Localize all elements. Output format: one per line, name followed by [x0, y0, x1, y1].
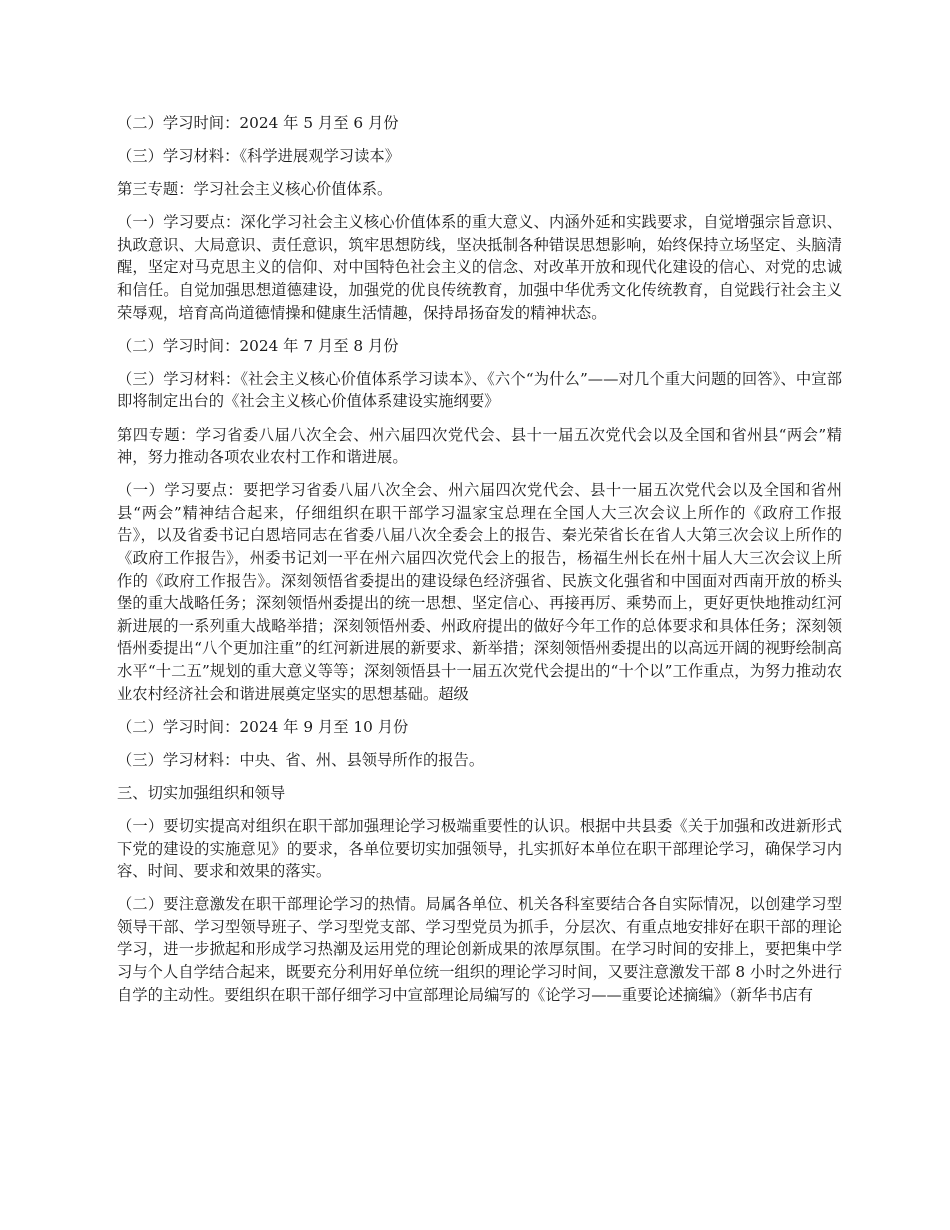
heading-section-three: 三、切实加强组织和领导 — [117, 783, 286, 802]
paragraph-study-time-may-june: （二）学习时间：2024 年 5 月至 6 月份 — [117, 114, 399, 132]
paragraph-study-time-sept-oct: （二）学习时间：2024 年 9 月至 10 月份 — [117, 717, 409, 736]
paragraph-study-material-science: （三）学习材料：《科学进展观学习读本》 — [117, 147, 400, 166]
paragraph-topic-three-key-points: （一）学习要点：深化学习社会主义核心价值体系的重大意义、内涵外延和实践要求，自觉增强宗旨意识、执政意识、大局意识、责任意识，筑牢思想防线，坚决抵制各种错误思想影响，始终保持立场坚定、头脑清醒，坚定对马克思主义的信仰、对中国特色社会主义的信念、对改革开放和现代化建设的信心、对党的忠诚和信任。自觉加强思想道德建设，加强党的优良传统教育，加强中华优秀文化传统教育，自觉践行社会主义荣辱观，培育高尚道德情操和健康生活情趣，保持昂扬奋发的精神状态。 — [117, 213, 842, 322]
heading-topic-three: 第三专题：学习社会主义核心价值体系。 — [117, 180, 393, 199]
heading-topic-four: 第四专题：学习省委八届八次全会、州六届四次党代会、县十一届五次党代会以及全国和省州县“两会”精神，努力推动各项农业农村工作和谐进展。 — [117, 425, 842, 467]
paragraph-topic-four-key-points: （一）学习要点：要把学习省委八届八次全会、州六届四次党代会、县十一届五次党代会以及全国和省州县“两会”精神结合起来，仔细组织在职干部学习温家宝总理在全国人大三次会议上所作的《政府工作报告》，以及省委书记白恩培同志在省委八届八次全委会上的报告、秦光荣省长在省人大第三次会议上所作的《政府工作报告》，州委书记刘一平在州六届四次党代会上的报告，杨福生州长在州十届人大三次会议上所作的《政府工作报告》。深刻领悟省委提出的建设绿色经济强省、民族文化强省和中国面对西南开放的桥头堡的重大战略任务；深刻领悟州委提出的统一思想、坚定信心、再接再厉、乘势而上，更好更快地推动红河新进展的一系列重大战略举措；深刻领悟州委、州政府提出的做好今年工作的总体要求和具体任务；深刻领悟州委提出“八个更加注重”的红河新进展的新要求、新举措；深刻领悟州委提出的以高远开阔的视野绘制高水平“十二五”规划的重大意义等等；深刻领悟县十一届五次党代会提出的“十个以”工作重点，为努力推动农业农村经济社会和谐进展奠定坚实的思想基础。超级 — [117, 481, 842, 703]
document-body — [117, 112, 842, 1017]
paragraph-study-material-core-values: （三）学习材料：《社会主义核心价值体系学习读本》、《六个“为什么”——对几个重大问题的回答》、中宣部即将制定出台的《社会主义核心价值体系建设实施纲要》 — [117, 369, 842, 411]
paragraph-study-time-july-august: （二）学习时间：2024 年 7 月至 8 月份 — [117, 336, 399, 355]
paragraph-organization-awareness: （一）要切实提高对组织在职干部加强理论学习极端重要性的认识。根据中共县委《关于加强和改进新形式下党的建设的实施意见》的要求，各单位要切实加强领导，扎实抓好本单位在职干部理论学习，确保学习内容、时间、要求和效果的落实。 — [117, 816, 842, 881]
paragraph-study-enthusiasm: （二）要注意激发在职干部理论学习的热情。局属各单位、机关各科室要结合各自实际情况，以创建学习型领导干部、学习型领导班子、学习型党支部、学习型党员为抓手，分层次、有重点地安排好在职干部的理论学习，进一步掀起和形成学习热潮及运用党的理论创新成果的浓厚氛围。在学习时间的安排上，要把集中学习与个人自学结合起来，既要充分利用好单位统一组织的理论学习时间，又要注意激发干部 8 小时之外进行自学的主动性。要组织在职干部仔细学习中宣部理论局编写的《论学习——重要论述摘编》（新华书店有 — [117, 895, 842, 1004]
paragraph-study-material-reports: （三）学习材料：中央、省、州、县领导所作的报告。 — [117, 750, 485, 769]
